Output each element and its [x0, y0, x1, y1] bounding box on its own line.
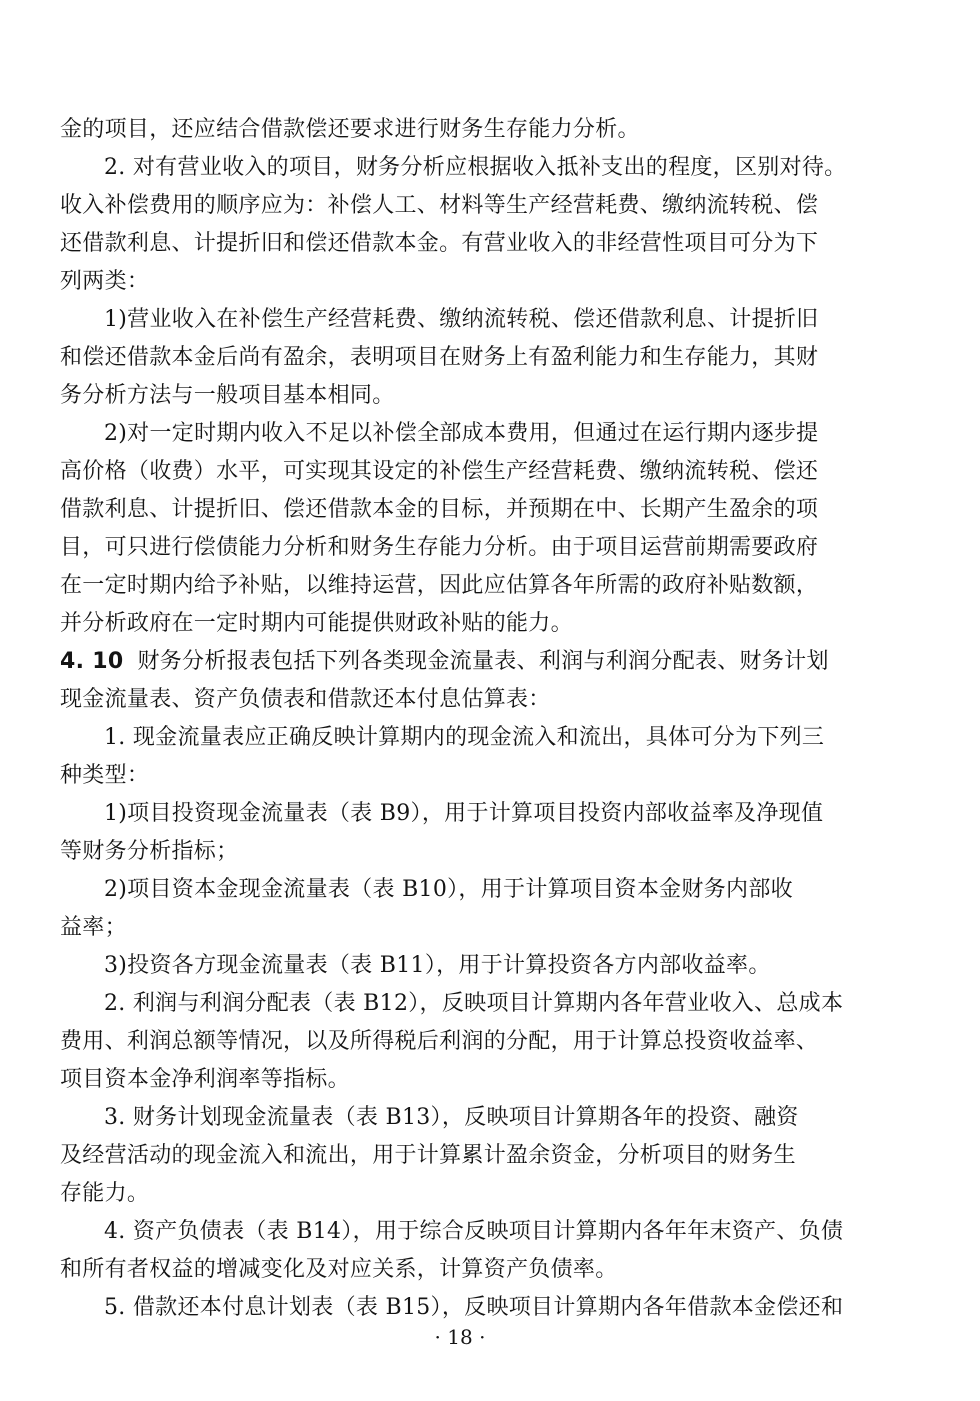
text-line: 5. 借款还本付息计划表（表 B15），反映项目计算期内各年借款本金偿还和: [104, 1295, 844, 1320]
section-number: 4. 10: [60, 649, 124, 674]
text-line: 2. 利润与利润分配表（表 B12），反映项目计算期内各年营业收入、总成本: [104, 991, 844, 1016]
text-line: 列两类：: [60, 269, 150, 294]
text-line: 2. 对有营业收入的项目，财务分析应根据收入抵补支出的程度，区别对待。: [104, 155, 847, 180]
text-line: 费用、利润总额等情况，以及所得税后利润的分配，用于计算总投资收益率、: [60, 1029, 819, 1054]
text-line: 4. 资产负债表（表 B14），用于综合反映项目计算期内各年年末资产、负债: [104, 1219, 844, 1244]
text-line: 种类型：: [60, 763, 150, 788]
text-line: 及经营活动的现金流入和流出，用于计算累计盈余资金，分析项目的财务生: [60, 1143, 796, 1168]
text-line: 1)项目投资现金流量表（表 B9），用于计算项目投资内部收益率及净现值: [104, 801, 824, 826]
text-line: 并分析政府在一定时期内可能提供财政补贴的能力。: [60, 611, 573, 636]
text-line: 在一定时期内给予补贴，以维持运营，因此应估算各年所需的政府补贴数额，: [60, 573, 819, 598]
text-line: 1. 现金流量表应正确反映计算期内的现金流入和流出，具体可分为下列三: [104, 725, 825, 750]
text-line: 项目资本金净利润率等指标。: [60, 1067, 350, 1092]
text-line: 3. 财务计划现金流量表（表 B13），反映项目计算期各年的投资、融资: [104, 1105, 799, 1130]
text-line: 借款利息、计提折旧、偿还借款本金的目标，并预期在中、长期产生盈余的项: [60, 497, 819, 522]
text-line: 务分析方法与一般项目基本相同。: [60, 383, 395, 408]
text-line: 1)营业收入在补偿生产经营耗费、缴纳流转税、偿还借款利息、计提折旧: [104, 307, 819, 332]
text-line: 2)项目资本金现金流量表（表 B10），用于计算项目资本金财务内部收: [104, 877, 793, 902]
text-line: 存能力。: [60, 1181, 150, 1206]
section-text: 财务分析报表包括下列各类现金流量表、利润与利润分配表、财务计划: [137, 649, 829, 674]
text-line: 2)对一定时期内收入不足以补偿全部成本费用，但通过在运行期内逐步提: [104, 421, 819, 446]
text-line: 益率；: [60, 915, 127, 940]
text-line: 和所有者权益的增减变化及对应关系，计算资产负债率。: [60, 1257, 618, 1282]
text-line: 等财务分析指标；: [60, 839, 239, 864]
text-line: 现金流量表、资产负债表和借款还本付息估算表：: [60, 687, 551, 712]
text-line: 金的项目，还应结合借款偿还要求进行财务生存能力分析。: [60, 117, 640, 142]
text-line: 收入补偿费用的顺序应为：补偿人工、材料等生产经营耗费、缴纳流转税、偿: [60, 193, 819, 218]
text-line: 还借款利息、计提折旧和偿还借款本金。有营业收入的非经营性项目可分为下: [60, 231, 819, 256]
page-number: · 18 ·: [434, 1325, 486, 1349]
text-line: 3)投资各方现金流量表（表 B11），用于计算投资各方内部收益率。: [104, 953, 771, 978]
text-line: 目，可只进行偿债能力分析和财务生存能力分析。由于项目运营前期需要政府: [60, 535, 819, 560]
text-line: 高价格（收费）水平，可实现其设定的补偿生产经营耗费、缴纳流转税、偿还: [60, 459, 819, 484]
text-line: 和偿还借款本金后尚有盈余，表明项目在财务上有盈利能力和生存能力，其财: [60, 345, 819, 370]
